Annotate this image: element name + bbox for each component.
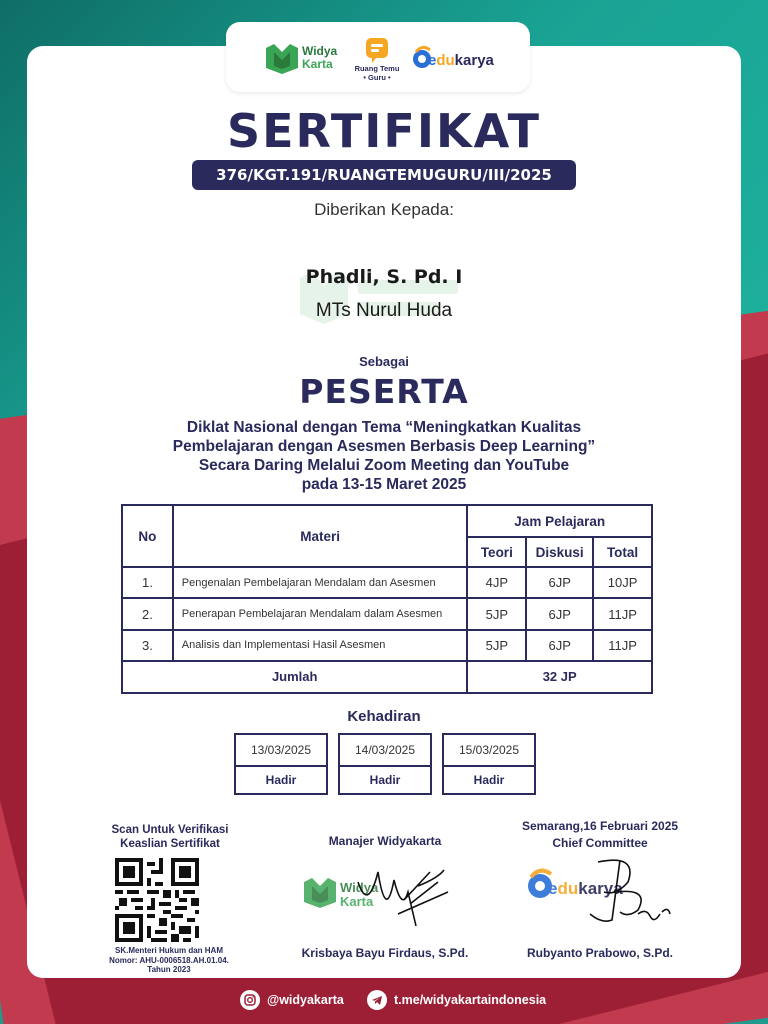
cell-materi: Penerapan Pembelajaran Mendalam dalam Asesmen <box>173 598 468 629</box>
widyakarta-stamp-icon <box>304 878 379 909</box>
ruangtemu-logo-text1: Ruang Temu <box>354 64 400 73</box>
cell-total: 11JP <box>593 630 652 661</box>
telegram-link[interactable] <box>367 988 546 1012</box>
committee-name: Rubyanto Prabowo, S.Pd. <box>526 946 673 960</box>
header-diskusi: Diskusi <box>526 537 593 567</box>
cell-materi: Analisis dan Implementasi Hasil Asesmen <box>173 630 468 661</box>
cell-diskusi: 6JP <box>526 598 593 629</box>
legal-line: SK.Menteri Hukum dan HAM <box>114 946 223 955</box>
attendance-box <box>234 733 328 795</box>
cell-no: 3. <box>122 630 173 661</box>
telegram-url: t.me/widyakartaindonesia <box>394 993 547 1007</box>
legal-registration <box>74 946 264 975</box>
partner-logos <box>226 22 530 92</box>
cell-teori: 5JP <box>467 598 526 629</box>
logo-bar <box>226 22 530 92</box>
certificate-title: SERTIFIKAT <box>227 104 541 158</box>
header-total: Total <box>593 537 652 567</box>
cell-teori: 5JP <box>467 630 526 661</box>
ruangtemu-logo-icon <box>366 38 388 63</box>
description-line: pada 13-15 Maret 2025 <box>301 476 467 493</box>
attendance-box <box>338 733 432 795</box>
description-line: Diklat Nasional dengan Tema “Meningkatkan Kualitas <box>186 419 582 436</box>
as-label: Sebagai <box>359 354 409 369</box>
attendance-date: 13/03/2025 <box>236 735 326 767</box>
table-header-row <box>122 505 652 537</box>
committee-signature-with-stamp <box>520 852 690 932</box>
description-line: Pembelajaran dengan Asesmen Berbasis Deep Learning” <box>172 438 596 455</box>
widyakarta-logo-icon <box>266 44 298 74</box>
role-title: PESERTA <box>299 372 469 411</box>
recipient-institution: MTs Nurul Huda <box>315 300 453 321</box>
given-to-label: Diberikan Kepada: <box>314 200 454 219</box>
cell-teori: 4JP <box>467 567 526 598</box>
attendance-status: Hadir <box>265 773 297 787</box>
ruangtemu-logo-text2: • Guru • <box>363 73 391 82</box>
materials-table <box>121 504 653 694</box>
attendance-date: 14/03/2025 <box>340 735 430 767</box>
header-jam-pelajaran: Jam Pelajaran <box>467 505 652 537</box>
attendance-date: 15/03/2025 <box>444 735 534 767</box>
stamp-text2: Karta <box>340 894 374 909</box>
total-label: Jumlah <box>122 661 467 693</box>
place-and-date <box>490 818 710 852</box>
qr-code-icon[interactable] <box>115 858 199 942</box>
instagram-link[interactable] <box>240 988 344 1012</box>
cell-diskusi: 6JP <box>526 630 593 661</box>
footer <box>0 985 768 1015</box>
description-line: Secara Daring Melalui Zoom Meeting dan YouTube <box>198 457 570 474</box>
header-teori: Teori <box>467 537 526 567</box>
stamp-edukarya-text: edukarya <box>548 879 623 898</box>
header-no: No <box>122 505 173 567</box>
widyakarta-logo-text1: Widya <box>302 44 338 58</box>
table-row <box>122 598 652 629</box>
manager-signature-with-stamp <box>298 852 468 932</box>
table-row <box>122 630 652 661</box>
certificate-number: 376/KGT.191/RUANGTEMUGURU/III/2025 <box>192 160 576 190</box>
cell-no: 2. <box>122 598 173 629</box>
attendance-title: Kehadiran <box>347 708 421 725</box>
edukarya-stamp-icon <box>528 871 623 898</box>
table-row <box>122 567 652 598</box>
verification-title <box>80 823 260 851</box>
instagram-handle: @widyakarta <box>267 993 344 1007</box>
total-value: 32 JP <box>467 661 652 693</box>
attendance-box <box>442 733 536 795</box>
telegram-icon <box>367 990 387 1010</box>
widyakarta-logo-text2: Karta <box>302 57 333 71</box>
manager-title: Manajer Widyakarta <box>328 834 442 848</box>
header-materi: Materi <box>173 505 468 567</box>
table-total-row <box>122 661 652 693</box>
cell-materi: Pengenalan Pembelajaran Mendalam dan Asesmen <box>173 567 468 598</box>
recipient-name: Phadli, S. Pd. I <box>305 266 463 288</box>
verification-title-line: Keaslian Sertifikat <box>120 838 220 850</box>
event-description <box>120 418 648 494</box>
edukarya-logo-text: edukarya <box>428 52 494 69</box>
instagram-icon <box>240 990 260 1010</box>
committee-title: Chief Committee <box>552 836 648 850</box>
cell-total: 11JP <box>593 598 652 629</box>
stamp-text1: Widya <box>340 880 379 895</box>
attendance-status: Hadir <box>473 773 505 787</box>
verification-title-line: Scan Untuk Verifikasi <box>111 824 229 836</box>
manager-name: Krisbaya Bayu Firdaus, S.Pd. <box>301 946 469 960</box>
place-date-text: Semarang,16 Februari 2025 <box>521 819 679 833</box>
cell-diskusi: 6JP <box>526 567 593 598</box>
attendance-status: Hadir <box>369 773 401 787</box>
legal-line: Tahun 2023 <box>147 965 191 974</box>
legal-line: Nomor: AHU-0006518.AH.01.04. <box>109 955 229 965</box>
cell-no: 1. <box>122 567 173 598</box>
cell-total: 10JP <box>593 567 652 598</box>
